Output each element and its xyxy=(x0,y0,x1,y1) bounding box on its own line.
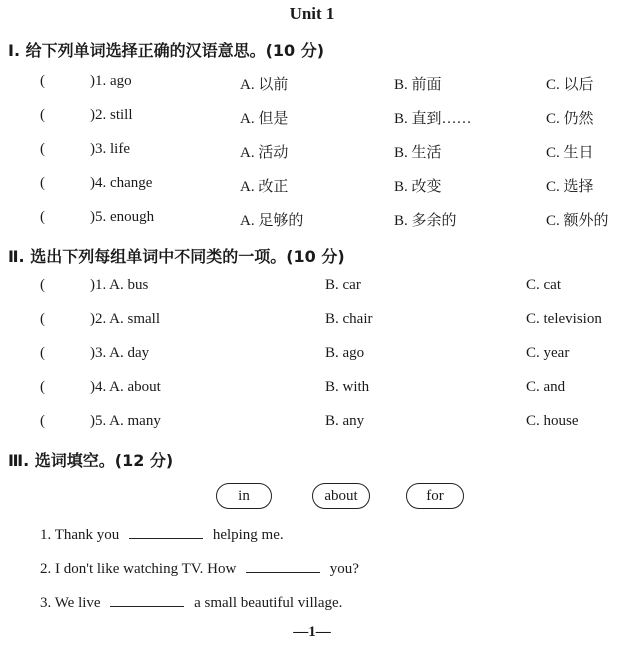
option-c: C. 生日 xyxy=(546,145,594,161)
option-b: B. 前面 xyxy=(394,77,442,93)
question-word: )3. life xyxy=(90,141,130,157)
sentence-text: 2. I don't like watching TV. How xyxy=(40,561,237,577)
question-word: )1. ago xyxy=(90,73,132,89)
option-a: )1. A. bus xyxy=(90,277,149,293)
option-c: C. 仍然 xyxy=(546,111,594,127)
answer-paren[interactable]: ( xyxy=(40,141,45,157)
sentence-text: you? xyxy=(329,561,359,577)
sentence-text: 3. We live xyxy=(40,595,101,611)
option-a: )3. A. day xyxy=(90,345,150,361)
option-a: A. 活动 xyxy=(240,145,289,161)
fill-sentence-1 xyxy=(40,524,284,544)
option-b: B. 直到…… xyxy=(394,111,472,127)
word-bubble-about: about xyxy=(312,483,370,509)
sentence-text: helping me. xyxy=(212,527,284,543)
option-a: )4. A. about xyxy=(90,379,161,395)
option-c: C. 以后 xyxy=(546,77,594,93)
answer-paren[interactable]: ( xyxy=(40,413,45,429)
question-word: )2. still xyxy=(90,107,133,123)
page-number: —1— xyxy=(293,624,331,640)
question-word: )5. enough xyxy=(90,209,155,225)
option-a: A. 足够的 xyxy=(240,213,304,229)
option-a: A. 改正 xyxy=(240,179,289,195)
answer-paren[interactable]: ( xyxy=(40,175,45,191)
option-b: B. any xyxy=(325,413,365,429)
sentence-text: a small beautiful village. xyxy=(194,595,343,611)
word-bubble-for: for xyxy=(406,483,464,509)
option-a: )2. A. small xyxy=(90,311,160,327)
fill-sentence-2 xyxy=(40,558,359,578)
option-c: C. cat xyxy=(526,277,561,293)
option-c: C. television xyxy=(526,311,602,327)
question-word: )4. change xyxy=(90,175,153,191)
option-c: C. 选择 xyxy=(546,179,594,195)
word-bubble-in: in xyxy=(216,483,272,509)
option-c: C. house xyxy=(526,413,579,429)
answer-paren[interactable]: ( xyxy=(40,107,45,123)
option-b: B. ago xyxy=(325,345,365,361)
option-a: A. 但是 xyxy=(240,111,289,127)
answer-paren[interactable]: ( xyxy=(40,345,45,361)
answer-blank[interactable] xyxy=(129,524,203,539)
section-1-heading: Ⅰ. 给下列单词选择正确的汉语意思。(10 分) xyxy=(8,41,325,60)
fill-sentence-3 xyxy=(40,592,342,612)
option-b: B. 多余的 xyxy=(394,213,457,229)
answer-paren[interactable]: ( xyxy=(40,73,45,89)
section-3-heading: Ⅲ. 选词填空。(12 分) xyxy=(8,451,174,470)
option-b: B. with xyxy=(325,379,370,395)
answer-paren[interactable]: ( xyxy=(40,209,45,225)
answer-paren[interactable]: ( xyxy=(40,277,45,293)
option-c: C. year xyxy=(526,345,570,361)
option-b: B. 生活 xyxy=(394,145,442,161)
option-c: C. 额外的 xyxy=(546,213,609,229)
option-b: B. 改变 xyxy=(394,179,442,195)
option-c: C. and xyxy=(526,379,566,395)
sentence-text: 1. Thank you xyxy=(40,527,120,543)
section-2-heading: Ⅱ. 选出下列每组单词中不同类的一项。(10 分) xyxy=(8,247,345,266)
answer-paren[interactable]: ( xyxy=(40,311,45,327)
option-a: A. 以前 xyxy=(240,77,289,93)
option-b: B. chair xyxy=(325,311,373,327)
answer-paren[interactable]: ( xyxy=(40,379,45,395)
option-b: B. car xyxy=(325,277,361,293)
option-a: )5. A. many xyxy=(90,413,161,429)
answer-blank[interactable] xyxy=(246,558,320,573)
page-title: Unit 1 xyxy=(289,4,335,23)
answer-blank[interactable] xyxy=(110,592,184,607)
